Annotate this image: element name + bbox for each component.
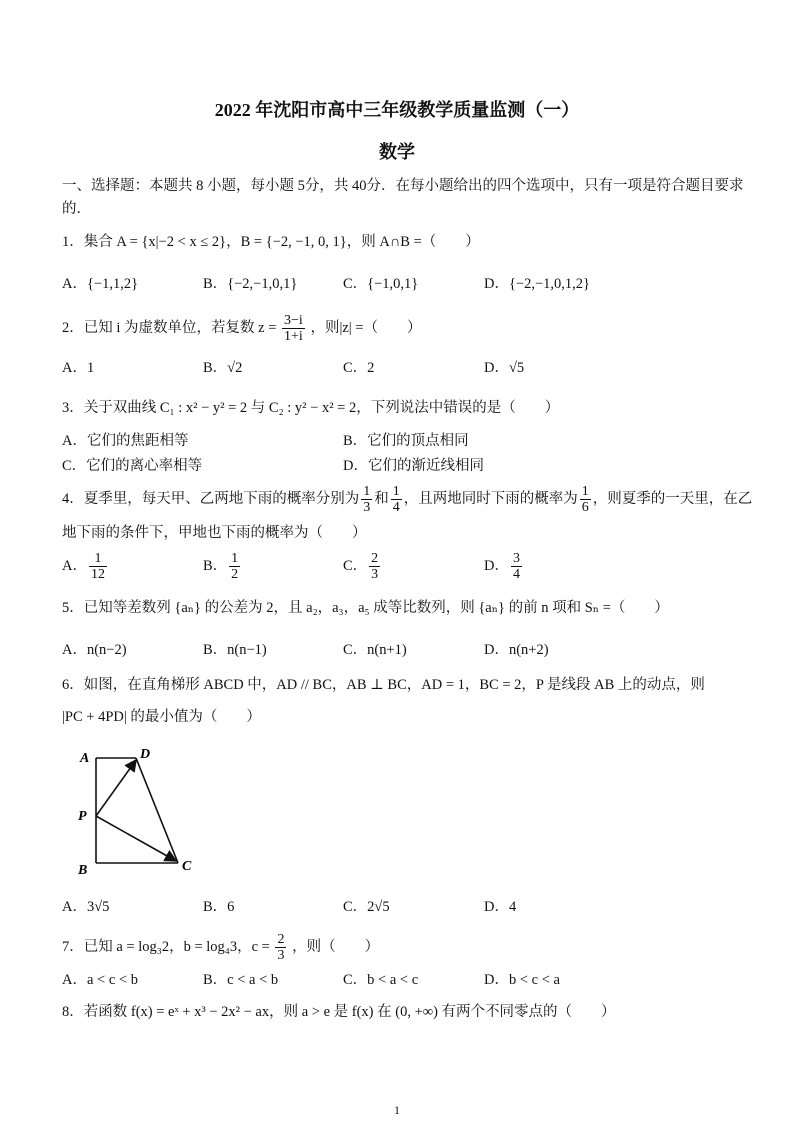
- section-instructions-cont: 的．: [62, 201, 91, 217]
- q4-option-d-num: 3: [512, 551, 520, 566]
- q2-option-c: C．2: [343, 360, 375, 376]
- question-3-stem: 3．关于双曲线 C₁ : x² − y² = 2 与 C₂ : y² − x² = 2，下列说法中错误的是（ ）: [62, 400, 560, 416]
- page-number: 1: [394, 1103, 400, 1117]
- q4-stem-b: 和: [374, 490, 389, 507]
- label-b: B: [78, 863, 88, 878]
- q2-stem-post: ，则|z| =（ ）: [310, 319, 422, 336]
- q1-option-a: A．{−1,1,2}: [62, 276, 139, 292]
- q4-option-c-label: C．: [343, 557, 368, 574]
- q4-option-c-den: 3: [371, 567, 379, 582]
- q4-frac-3-num: 1: [581, 484, 589, 499]
- q7-option-d: D．b < c < a: [484, 972, 560, 988]
- label-c: C: [182, 859, 192, 874]
- q4-option-b-num: 1: [231, 551, 239, 566]
- q3-option-b: B．它们的顶点相同: [343, 433, 469, 449]
- question-5-stem: 5．已知等差数列 {aₙ} 的公差为 2，且 a₂，a₃，a₅ 成等比数列，则 {aₙ} 的前 n 项和 Sₙ =（ ）: [62, 600, 669, 616]
- q4-option-c-frac: [369, 551, 380, 582]
- q2-option-a: A．1: [62, 360, 95, 376]
- q4-option-d-frac: [511, 551, 522, 582]
- q4-option-b-frac: [229, 551, 240, 582]
- q4-option-d: [484, 551, 524, 582]
- q4-option-c-num: 2: [371, 551, 379, 566]
- q7-frac-den: 3: [277, 948, 285, 963]
- question-6-stem: 6．如图，在直角梯形 ABCD 中，AD // BC，AB ⊥ BC，AD = 1，BC = 2，P 是线段 AB 上的动点，则: [62, 677, 705, 693]
- q4-frac-3-den: 6: [581, 500, 589, 515]
- vector-pc: [96, 816, 176, 861]
- q4-option-a-num: 1: [89, 551, 107, 567]
- q4-option-a-label: A．: [62, 557, 87, 574]
- q6-option-a: A．3√5: [62, 899, 110, 915]
- trapezoid-figure: [62, 740, 212, 880]
- q4-option-c: [343, 551, 382, 582]
- q4-option-d-label: D．: [484, 557, 509, 574]
- q7-fraction: [275, 932, 286, 963]
- q4-frac-3: [580, 484, 591, 515]
- q4-frac-1-num: 1: [363, 484, 371, 499]
- label-a: A: [80, 751, 90, 766]
- question-7-stem: [62, 932, 379, 963]
- q4-option-a-den: 12: [90, 567, 105, 582]
- q7-stem-post: ，则（ ）: [292, 938, 380, 955]
- q1-option-d: D．{−2,−1,0,1,2}: [484, 276, 590, 292]
- q5-option-b: B．n(n−1): [203, 642, 267, 658]
- q4-frac-1-den: 3: [363, 500, 371, 515]
- q6-option-d: D．4: [484, 899, 517, 915]
- q6-option-c: C．2√5: [343, 899, 390, 915]
- q7-frac-num: 2: [277, 932, 285, 947]
- q4-stem-d: ，则夏季的一天里，在乙: [592, 490, 753, 507]
- q2-fraction: [282, 313, 305, 344]
- q6-option-b: B．6: [203, 899, 235, 915]
- q5-option-d: D．n(n+2): [484, 642, 549, 658]
- q1-option-c: C．{−1,0,1}: [343, 276, 419, 292]
- vector-pd: [96, 760, 136, 816]
- question-4-stem-cont: 地下雨的条件下，甲地也下雨的概率为（ ）: [62, 525, 367, 541]
- q4-frac-2: [391, 484, 402, 515]
- q3-option-c: C．它们的离心率相等: [62, 458, 203, 474]
- section-instructions: 一、选择题：本题共 8 小题，每小题 5分，共 40分．在每小题给出的四个选项中，只有一项是符合题目要求: [62, 178, 744, 194]
- question-8-stem: 8．若函数 f(x) = eˣ + x³ − 2x² − ax，则 a > e 是 f(x) 在 (0, +∞) 有两个不同零点的（ ）: [62, 1004, 616, 1020]
- page-title: 2022 年沈阳市高中三年级教学质量监测（一）: [214, 100, 580, 120]
- q2-frac-num: 3−i: [284, 313, 303, 328]
- q4-frac-2-den: 4: [392, 500, 400, 515]
- q4-stem-c: ，且两地同时下雨的概率为: [403, 490, 578, 507]
- q2-stem-pre: 2．已知 i 为虚数单位，若复数 z =: [62, 319, 277, 336]
- q3-option-a: A．它们的焦距相等: [62, 433, 189, 449]
- q4-option-b-label: B．: [203, 557, 228, 574]
- q4-frac-1: [361, 484, 372, 515]
- label-d: D: [140, 747, 151, 762]
- q1-option-b: B．{−2,−1,0,1}: [203, 276, 298, 292]
- q2-option-b: B．√2: [203, 360, 243, 376]
- q4-option-b: [203, 551, 242, 582]
- q4-stem-a: 4．夏季里，每天甲、乙两地下雨的概率分别为: [62, 490, 360, 507]
- q5-option-a: A．n(n−2): [62, 642, 127, 658]
- q7-option-b: B．c < a < b: [203, 972, 279, 988]
- question-6-stem-cont: |PC + 4PD| 的最小值为（ ）: [62, 709, 261, 725]
- q3-option-d: D．它们的渐近线相同: [343, 458, 484, 474]
- q4-option-a-frac: [89, 551, 107, 582]
- q4-option-d-den: 4: [512, 567, 520, 582]
- question-1-stem: 1．集合 A = {x|−2 < x ≤ 2}，B = {−2, −1, 0, 1}，则 A∩B =（ ）: [62, 234, 480, 250]
- label-p: P: [78, 809, 87, 824]
- q4-option-a: [62, 551, 109, 582]
- q7-option-a: A．a < c < b: [62, 972, 138, 988]
- q2-frac-den: 1+i: [284, 329, 303, 344]
- segment-dc: [136, 758, 178, 863]
- question-4-stem: [62, 484, 752, 515]
- q7-option-c: C．b < a < c: [343, 972, 419, 988]
- q2-option-d: D．√5: [484, 360, 525, 376]
- q4-frac-2-num: 1: [392, 484, 400, 499]
- question-2-stem: [62, 313, 422, 344]
- q7-stem-pre: 7．已知 a = log₃2，b = log₄3，c =: [62, 938, 270, 955]
- q5-option-c: C．n(n+1): [343, 642, 407, 658]
- q4-option-b-den: 2: [231, 567, 239, 582]
- subject-title: 数学: [379, 142, 415, 162]
